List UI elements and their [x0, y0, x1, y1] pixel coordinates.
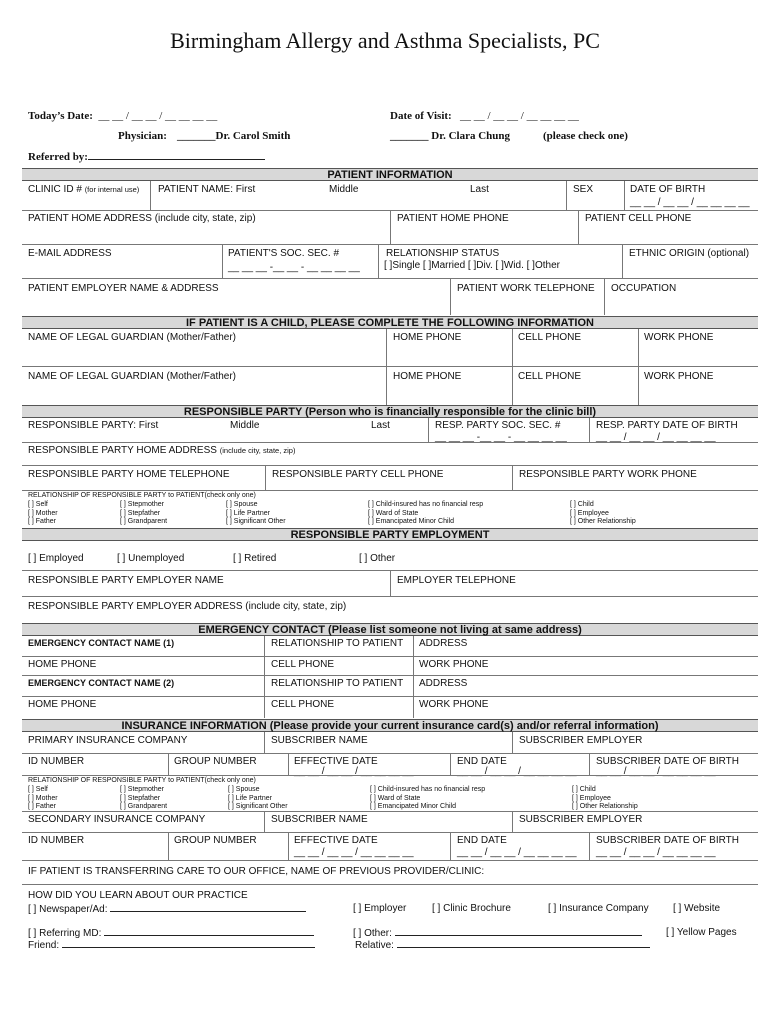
resp-cell-phone-label: RESPONSIBLE PARTY CELL PHONE: [272, 469, 444, 480]
physician-label: Physician:: [118, 130, 167, 142]
guardian-2-cell-phone: CELL PHONE: [518, 371, 581, 382]
date-of-visit-label: Date of Visit: __ __ / __ __ / __ __ __ __: [390, 110, 579, 122]
emergency-1-address: ADDRESS: [419, 638, 468, 649]
relative-field[interactable]: Relative:: [355, 939, 650, 951]
occupation-label: OCCUPATION: [611, 283, 677, 294]
secondary-effective-date-field[interactable]: __ __ / __ __ / __ __ __ __: [294, 847, 414, 858]
please-check-note: (please check one): [543, 130, 628, 142]
primary-subscriber-dob-label: SUBSCRIBER DATE OF BIRTH: [596, 756, 739, 767]
primary-end-date-label: END DATE: [457, 756, 507, 767]
resp-rel-col3[interactable]: [ ] Spouse [ ] Life Partner [ ] Significant Other: [226, 501, 286, 525]
employment-header: RESPONSIBLE PARTY EMPLOYMENT: [22, 528, 758, 541]
ins-rel-col3[interactable]: [ ] Spouse [ ] Life Partner [ ] Significant Other: [228, 786, 288, 810]
patient-work-phone-label: PATIENT WORK TELEPHONE: [457, 283, 595, 294]
primary-effective-date-label: EFFECTIVE DATE: [294, 756, 378, 767]
emergency-1-work-phone: WORK PHONE: [419, 659, 489, 670]
resp-last-name-label: Last: [371, 420, 390, 431]
website-checkbox[interactable]: [ ] Website: [673, 903, 721, 914]
resp-dob-field[interactable]: __ __ / __ __ / __ __ __ __: [596, 432, 716, 443]
secondary-subscriber-dob-label: SUBSCRIBER DATE OF BIRTH: [596, 835, 739, 846]
emergency-2-home-phone: HOME PHONE: [28, 699, 97, 710]
primary-subscriber-dob-field[interactable]: __ __ / __ __ / __ __ __ __: [596, 766, 716, 777]
secondary-id-number-label: ID NUMBER: [28, 835, 85, 846]
resp-rel-col5[interactable]: [ ] Child [ ] Employee [ ] Other Relationship: [570, 501, 636, 525]
secondary-subscriber-employer-label: SUBSCRIBER EMPLOYER: [519, 814, 643, 825]
guardian-1-cell-phone: CELL PHONE: [518, 332, 581, 343]
emergency-2-work-phone: WORK PHONE: [419, 699, 489, 710]
resp-relationship-title: RELATIONSHIP OF RESPONSIBLE PARTY to PATIENT(check only one): [28, 492, 256, 499]
child-info-header: IF PATIENT IS A CHILD, PLEASE COMPLETE THE FOLLOWING INFORMATION: [22, 316, 758, 329]
ethnic-origin-label: ETHNIC ORIGIN (optional): [629, 248, 750, 259]
resp-rel-col1[interactable]: [ ] Self [ ] Mother [ ] Father: [28, 501, 58, 525]
retired-checkbox[interactable]: [ ] Retired: [233, 553, 277, 564]
secondary-subscriber-name-label: SUBSCRIBER NAME: [271, 814, 368, 825]
responsible-party-header: RESPONSIBLE PARTY (Person who is financially responsible for the clinic bill): [22, 405, 758, 418]
guardian-1-label: NAME OF LEGAL GUARDIAN (Mother/Father): [28, 332, 237, 343]
patient-middle-name-label: Middle: [329, 184, 359, 195]
email-label: E-MAIL ADDRESS: [28, 248, 112, 259]
secondary-group-number-label: GROUP NUMBER: [174, 835, 257, 846]
newspaper-checkbox[interactable]: [ ] Newspaper/Ad:: [28, 903, 306, 915]
friend-field[interactable]: Friend:: [28, 939, 315, 951]
employer-tel-label: EMPLOYER TELEPHONE: [397, 575, 516, 586]
secondary-effective-date-label: EFFECTIVE DATE: [294, 835, 378, 846]
patient-last-name-label: Last: [470, 184, 489, 195]
insurance-relationship-title: RELATIONSHIP OF RESPONSIBLE PARTY to PATIENT(check only one): [28, 777, 256, 784]
primary-insurance-label: PRIMARY INSURANCE COMPANY: [28, 735, 188, 746]
patient-info-header: PATIENT INFORMATION: [22, 168, 758, 181]
resp-ssn-field[interactable]: __ __ __ -__ __ - __ __ __ __: [435, 432, 567, 443]
referring-md-checkbox[interactable]: [ ] Referring MD:: [28, 927, 314, 939]
employer-checkbox[interactable]: [ ] Employer: [353, 903, 407, 914]
patient-ssn-field[interactable]: __ __ __ -__ __ - __ __ __ __: [228, 262, 360, 273]
other-source-checkbox[interactable]: [ ] Other:: [353, 927, 642, 939]
resp-employer-address-label: RESPONSIBLE PARTY EMPLOYER ADDRESS (include city, state, zip): [28, 601, 347, 612]
relationship-status-label: RELATIONSHIP STATUS: [386, 248, 500, 259]
patient-home-phone-label: PATIENT HOME PHONE: [397, 213, 509, 224]
transfer-provider-label: IF PATIENT IS TRANSFERRING CARE TO OUR OFFICE, NAME OF PREVIOUS PROVIDER/CLINIC:: [28, 866, 485, 877]
patient-home-address-label: PATIENT HOME ADDRESS (include city, state, zip): [28, 213, 256, 224]
resp-middle-name-label: Middle: [230, 420, 260, 431]
emergency-2-relationship: RELATIONSHIP TO PATIENT: [271, 678, 404, 689]
resp-home-tel-label: RESPONSIBLE PARTY HOME TELEPHONE: [28, 469, 230, 480]
primary-group-number-label: GROUP NUMBER: [174, 756, 257, 767]
referred-by-label: Referred by:: [28, 150, 265, 163]
ins-rel-col2[interactable]: [ ] Stepmother [ ] Stepfather [ ] Grandparent: [120, 786, 168, 810]
patient-sex-label: SEX: [573, 184, 594, 195]
ins-rel-col1[interactable]: [ ] Self [ ] Mother [ ] Father: [28, 786, 58, 810]
emergency-2-address: ADDRESS: [419, 678, 468, 689]
form-title: Birmingham Allergy and Asthma Specialists, PC: [170, 28, 600, 53]
physician-chung-option[interactable]: _______ Dr. Clara Chung: [390, 130, 510, 142]
emergency-1-cell-phone: CELL PHONE: [271, 659, 334, 670]
resp-ssn-label: RESP. PARTY SOC. SEC. #: [435, 420, 561, 431]
patient-cell-phone-label: PATIENT CELL PHONE: [585, 213, 692, 224]
guardian-2-label: NAME OF LEGAL GUARDIAN (Mother/Father): [28, 371, 237, 382]
patient-employer-label: PATIENT EMPLOYER NAME & ADDRESS: [28, 283, 219, 294]
guardian-2-home-phone: HOME PHONE: [393, 371, 462, 382]
patient-dob-field[interactable]: __ __ / __ __ / __ __ __ __: [630, 197, 750, 208]
resp-rel-col2[interactable]: [ ] Stepmother [ ] Stepfather [ ] Grandparent: [120, 501, 168, 525]
primary-subscriber-name-label: SUBSCRIBER NAME: [271, 735, 368, 746]
primary-id-number-label: ID NUMBER: [28, 756, 85, 767]
emergency-1-relationship: RELATIONSHIP TO PATIENT: [271, 638, 404, 649]
emergency-header: EMERGENCY CONTACT (Please list someone not living at same address): [22, 623, 758, 636]
insurance-company-checkbox[interactable]: [ ] Insurance Company: [548, 903, 649, 914]
secondary-end-date-field[interactable]: __ __ / __ __ / __ __ __ __: [457, 847, 577, 858]
insurance-header: INSURANCE INFORMATION (Please provide your current insurance card(s) and/or referral information): [22, 719, 758, 732]
ins-rel-col4[interactable]: [ ] Child-insured has no financial resp [ ] Ward of State [ ] Emancipated Minor Child: [370, 786, 486, 810]
patient-dob-label: DATE OF BIRTH: [630, 184, 706, 195]
resp-rel-col4[interactable]: [ ] Child-insured has no financial resp [ ] Ward of State [ ] Emancipated Minor Child: [368, 501, 484, 525]
secondary-subscriber-dob-field[interactable]: __ __ / __ __ / __ __ __ __: [596, 847, 716, 858]
employed-checkbox[interactable]: [ ] Employed: [28, 553, 84, 564]
patient-ssn-label: PATIENT'S SOC. SEC. #: [228, 248, 340, 259]
ins-rel-col5[interactable]: [ ] Child [ ] Employee [ ] Other Relationship: [572, 786, 638, 810]
primary-effective-date-field[interactable]: __ __ / __ __ / __ __ __ __: [294, 766, 414, 777]
secondary-end-date-label: END DATE: [457, 835, 507, 846]
todays-date-label: Today’s Date: __ __ / __ __ / __ __ __ __: [28, 110, 218, 122]
resp-first-name-label: RESPONSIBLE PARTY: First: [28, 420, 159, 431]
emergency-2-cell-phone: CELL PHONE: [271, 699, 334, 710]
learn-title: HOW DID YOU LEARN ABOUT OUR PRACTICE: [28, 890, 248, 901]
resp-dob-label: RESP. PARTY DATE OF BIRTH: [596, 420, 738, 431]
guardian-2-work-phone: WORK PHONE: [644, 371, 714, 382]
emergency-name-2-label: EMERGENCY CONTACT NAME (2): [28, 678, 175, 688]
primary-end-date-field[interactable]: __ __ / __ __ / __ __ __ __: [457, 766, 577, 777]
clinic-brochure-checkbox[interactable]: [ ] Clinic Brochure: [432, 903, 511, 914]
relationship-status-options[interactable]: [ ]Single [ ]Married [ ]Div. [ ]Wid. [ ]Other: [384, 260, 560, 271]
emergency-name-1-label: EMERGENCY CONTACT NAME (1): [28, 638, 175, 648]
guardian-1-work-phone: WORK PHONE: [644, 332, 714, 343]
other-employment-checkbox[interactable]: [ ] Other: [359, 553, 396, 564]
yellow-pages-checkbox[interactable]: [ ] Yellow Pages: [666, 927, 737, 938]
resp-work-phone-label: RESPONSIBLE PARTY WORK PHONE: [519, 469, 697, 480]
primary-subscriber-employer-label: SUBSCRIBER EMPLOYER: [519, 735, 643, 746]
clinic-id-label: CLINIC ID # (for internal use): [28, 184, 140, 195]
resp-employer-name-label: RESPONSIBLE PARTY EMPLOYER NAME: [28, 575, 224, 586]
secondary-insurance-label: SECONDARY INSURANCE COMPANY: [28, 814, 206, 825]
unemployed-checkbox[interactable]: [ ] Unemployed: [117, 553, 185, 564]
resp-home-address-label: RESPONSIBLE PARTY HOME ADDRESS (include city, state, zip): [28, 445, 296, 456]
patient-first-name-label: PATIENT NAME: First: [158, 184, 256, 195]
emergency-1-home-phone: HOME PHONE: [28, 659, 97, 670]
guardian-1-home-phone: HOME PHONE: [393, 332, 462, 343]
physician-smith-option[interactable]: _______Dr. Carol Smith: [177, 130, 291, 142]
